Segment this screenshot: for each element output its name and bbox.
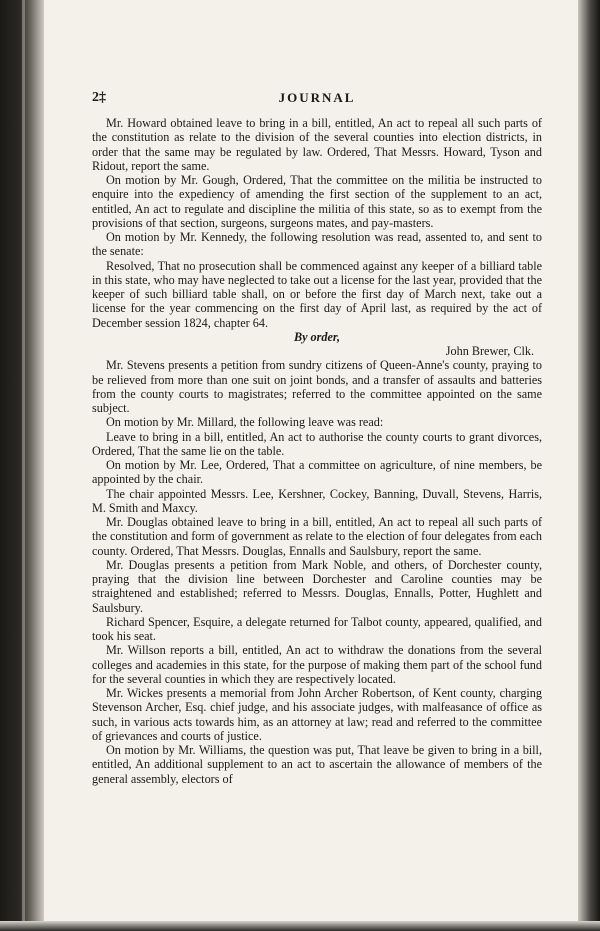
page-edge-shadow	[578, 0, 600, 931]
clerk-signature: John Brewer, Clk.	[445, 344, 534, 358]
paragraph: On motion by Mr. Millard, the following leave was read:	[106, 415, 384, 430]
bottom-edge-shadow	[0, 921, 600, 931]
paragraph: On motion by Mr. Williams, the question was put, That leave be given to bring in a bill, entitled, An additional supplement to an act to ascertain the allowance of members of the general assembly, electors of	[92, 743, 542, 786]
paragraph: The chair appointed Messrs. Lee, Kershner, Cockey, Banning, Duvall, Stevens, Harris, M. Smith and Maxcy.	[92, 486, 542, 515]
page-title: JOURNAL	[278, 90, 356, 105]
paragraph: Resolved, That no prosecution shall be commenced against any keeper of a billiard table in this state, who may have neglected to take out a license for the last year, provided that the keeper of such billiard table shall, on or before the first day of March next, take out a license for the year commencing on the first day of April last, as required by the act of December session 1824, chapter 64.	[92, 258, 542, 330]
paragraph: Mr. Douglas obtained leave to bring in a bill, entitled, An act to repeal all such parts of the constitution and form of government as relate to the election of four delegates from each county. Ordered, That Messrs. Douglas, Ennalls and Saulsbury, report the same.	[92, 515, 542, 558]
paragraph: Mr. Wickes presents a memorial from John Archer Robertson, of Kent county, charging Stevenson Archer, Esq. chief judge, and his associate judges, with malfeasance of office as such, in various acts towards him, as an attorney at law; read and referred to the committee of grievances and courts of justice.	[92, 686, 542, 743]
by-order-line: By order,	[293, 329, 341, 344]
paragraph: Mr. Douglas presents a petition from Mark Noble, and others, of Dorchester county, praying that the division line between Dorchester and Caroline counties may be straightened and established; referred to Messrs. Douglas, Ennalls, Potter, Hughlett and Saulsbury.	[92, 557, 542, 615]
paragraph: On motion by Mr. Lee, Ordered, That a committee on agriculture, of nine members, be appointed by the chair.	[92, 458, 542, 487]
paragraph: Leave to bring in a bill, entitled, An act to authorise the county courts to grant divorces, Ordered, That the same lie on the table.	[92, 429, 542, 458]
journal-page	[92, 90, 542, 786]
spine-highlight	[22, 0, 25, 931]
paragraph: Mr. Howard obtained leave to bring in a bill, entitled, An act to repeal all such parts of the constitution as relate to the division of the several counties into election districts, in order that the same may be regulated by law. Ordered, That Messrs. Howard, Tyson and Ridout, report the same.	[92, 116, 542, 173]
paragraph: On motion by Mr. Gough, Ordered, That the committee on the militia be instructed to enquire into the expediency of amending the first section of the supplement to an act, entitled, An act to regulate and discipline the militia of this state, so as to exempt from the provisions of that section, surgeons, surgeons mates, and pay-masters.	[92, 173, 542, 230]
paragraph: On motion by Mr. Kennedy, the following resolution was read, assented to, and sent to the senate:	[92, 230, 542, 259]
paragraph: Mr. Willson reports a bill, entitled, An act to withdraw the donations from the several colleges and academies in this state, for the purpose of making them part of the school fund for the several counties in which they are respectively located.	[92, 643, 542, 686]
page-number: 2‡	[92, 90, 106, 105]
paragraph: Mr. Stevens presents a petition from sundry citizens of Queen-Anne's county, praying to be relieved from more than one suit on joint bonds, and a transfer of assaults and batteries from the county courts to magistrates; referred to the committee appointed on the same subject.	[92, 358, 542, 415]
paragraph: Richard Spencer, Esquire, a delegate returned for Talbot county, appeared, qualified, and took his seat.	[92, 614, 542, 643]
page-header	[92, 90, 542, 112]
